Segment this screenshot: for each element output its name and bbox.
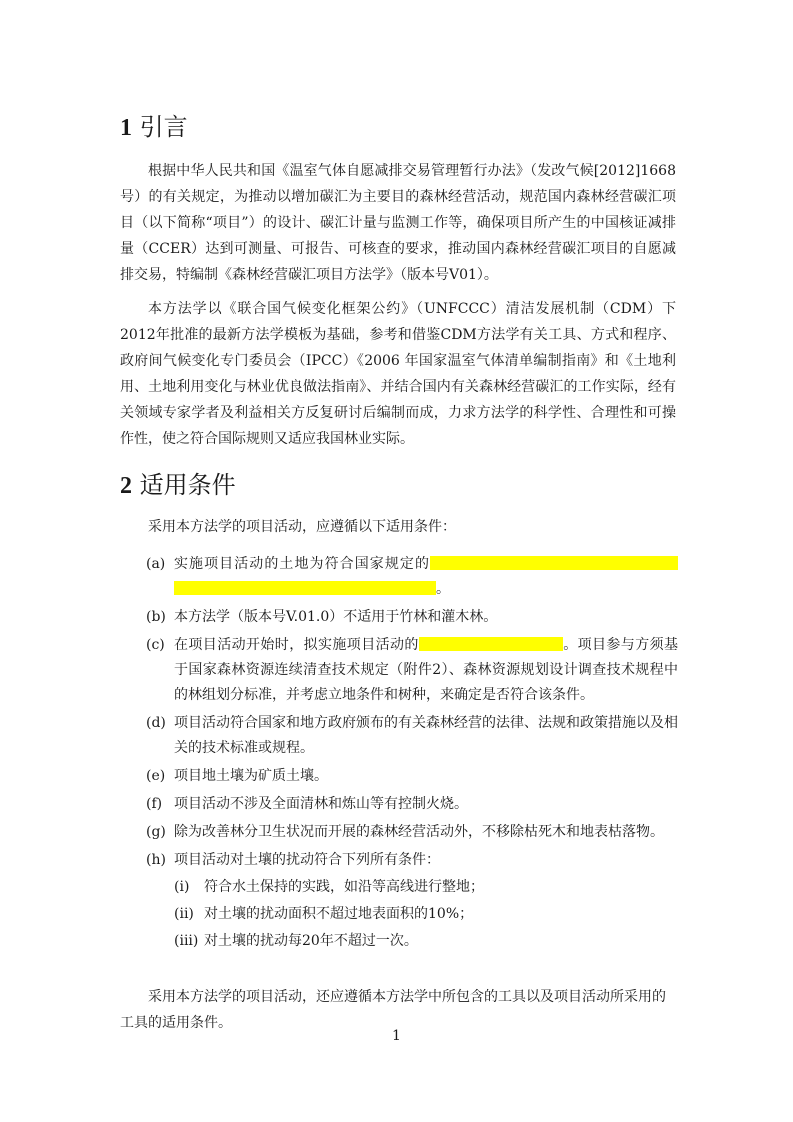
item-label: (b) (146, 609, 166, 625)
item-text: 除为改善林分卫生状况而开展的森林经营活动外，不移除枯死木和地表枯落物。 (174, 824, 664, 840)
list-item (146, 605, 678, 630)
item-text: 项目活动符合国家和地方政府颁布的有关森林经营的法律、法规和政策措施以及相关的技术标准或规程。 (174, 715, 678, 756)
item-text: 实施项目活动的土地为符合国家规定的 。 (174, 552, 678, 602)
page-number: 1 (392, 1028, 401, 1044)
list-item (146, 633, 678, 708)
intro-paragraph-1: 根据中华人民共和国《温室气体自愿减排交易管理暂行办法》（发改气候[2012]1668号）的有关规定，为推动以增加碳汇为主要目的森林经营活动，规范国内森林经营碳汇项目（以下简称“项目”）的设计、碳汇计量与监测工作等，确保项目所产生的中国核证减排量（CCER）达到可测量、可报告、可核查的要求，推动国内森林经营碳汇项目的自愿减排交易，特编制《森林经营碳汇项目方法学》（版本号V01）。 (120, 163, 676, 283)
section-2-title: 适用条件 (139, 471, 236, 499)
item-text: 项目活动对土壤的扰动符合下列所有条件： (174, 852, 440, 868)
item-text: 项目活动不涉及全面清林和炼山等有控制火烧。 (174, 796, 468, 812)
closing-paragraph: 采用本方法学的项目活动，还应遵循本方法学中所包含的工具以及项目活动所采用的工具的适用条件。 (120, 989, 666, 1031)
item-label: (g) (146, 824, 166, 840)
conditions-intro: 采用本方法学的项目活动，应遵循以下适用条件： (148, 519, 456, 535)
section-1-number: 1 (120, 115, 132, 141)
list-item (146, 820, 678, 845)
item-label: (a) (146, 556, 166, 572)
section-2-number: 2 (120, 473, 132, 499)
item-text: 本方法学（版本号V.01.0）不适用于竹林和灌木林。 (174, 609, 498, 625)
sub-list-item (174, 875, 678, 899)
item-text: 项目地土壤为矿质土壤。 (174, 768, 328, 784)
list-item (146, 711, 678, 761)
item-label: (e) (146, 768, 166, 784)
redaction-highlight (430, 556, 678, 570)
section-1-title: 引言 (139, 113, 188, 141)
subitem-text: 对土壤的扰动每20年不超过一次。 (204, 933, 418, 949)
list-item (146, 792, 678, 817)
item-label: (c) (146, 637, 165, 653)
list-item (146, 552, 678, 602)
sub-list (174, 875, 678, 953)
conditions-list (146, 552, 678, 956)
redaction-highlight (419, 637, 563, 651)
section-2-heading (120, 470, 236, 501)
intro-paragraph-2: 本方法学以《联合国气候变化框架公约》（UNFCCC）清洁发展机制（CDM）下2012年批准的最新方法学模板为基础，参考和借鉴CDM方法学有关工具、方式和程序、政府间气候变化专门委员会（IPCC）《2006 年国家温室气体清单编制指南》和《土地利用、土地利用变化与林业优良做法指南》、并结合国内有关森林经营碳汇的工作实际，经有关领域专家学者及利益相关方反复研讨后编制而成，力求方法学的科学性、合理性和可操作性，使之符合国际规则又适应我国林业实际。 (120, 301, 676, 447)
section-1-heading (120, 112, 188, 143)
subitem-label: (i) (174, 879, 190, 895)
subitem-label: (ii) (174, 906, 194, 922)
list-item (146, 764, 678, 789)
sub-list-item (174, 929, 678, 953)
subitem-text: 对土壤的扰动面积不超过地表面积的10%； (204, 906, 474, 922)
item-label: (f) (146, 796, 163, 812)
subitem-text: 符合水土保持的实践，如沿等高线进行整地； (204, 879, 484, 895)
subitem-label: (iii) (174, 933, 199, 949)
item-label: (h) (146, 852, 166, 868)
item-text: 在项目活动开始时，拟实施项目活动的 。项目参与方须基于国家森林资源连续清查技术规定（附件2）、森林资源规划设计调查技术规程中的林组划分标准，并考虑立地条件和树种，来确定是否符合该条件。 (174, 637, 679, 703)
sub-list-item (174, 902, 678, 926)
redaction-highlight (174, 581, 436, 595)
item-label: (d) (146, 715, 166, 731)
list-item (146, 848, 678, 953)
